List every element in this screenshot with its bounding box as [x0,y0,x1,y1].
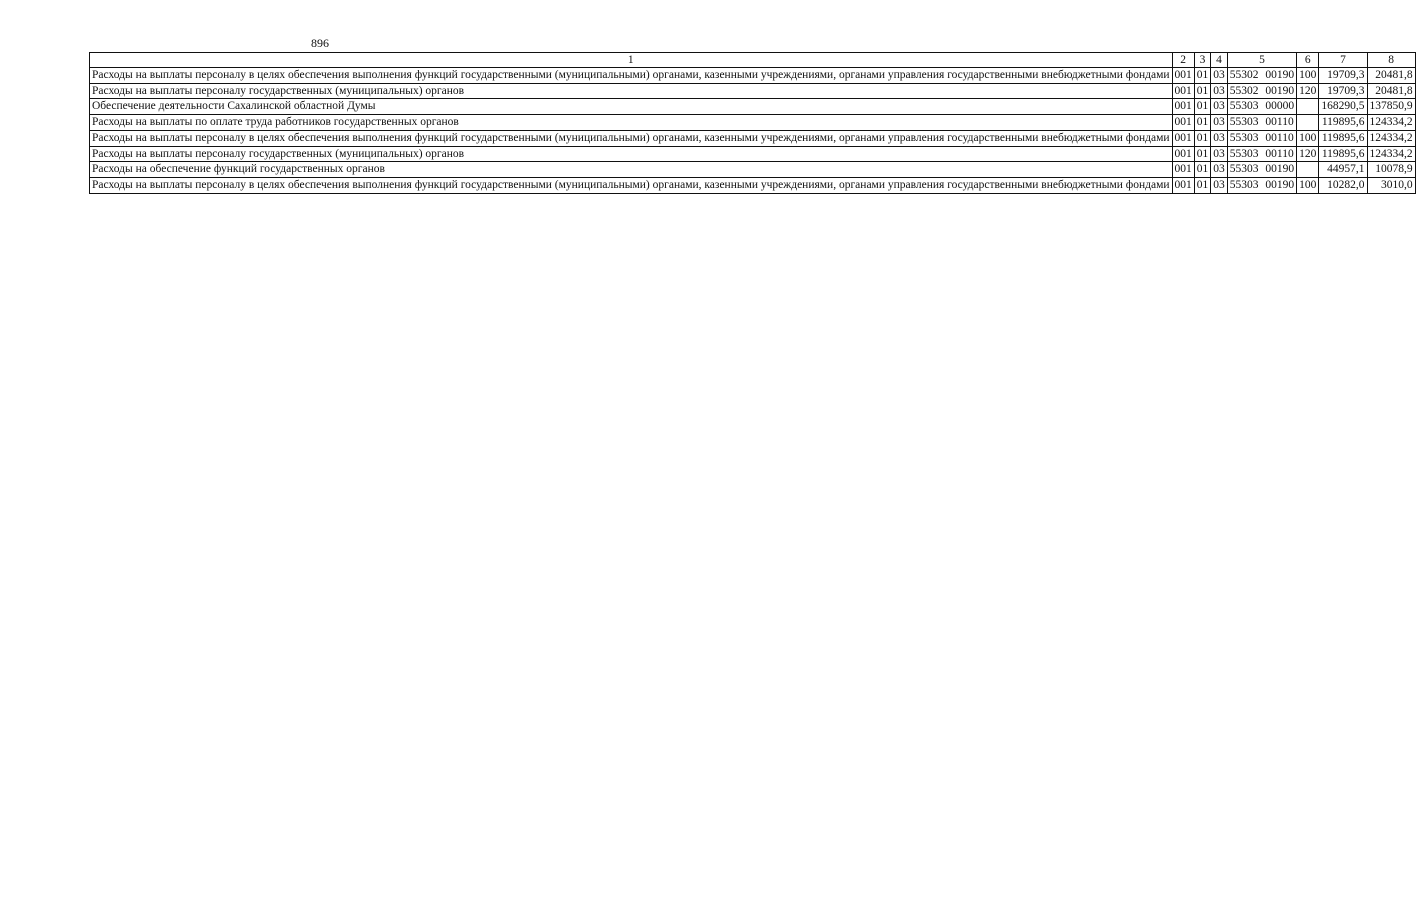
amount-col7-cell: 44957,1 [1319,162,1367,178]
section-code-cell: 01 [1194,99,1211,115]
subsection-code-cell: 03 [1211,115,1228,131]
ministry-code-cell: 001 [1172,68,1194,84]
amount-col8-cell: 124334,2 [1367,115,1415,131]
column-header: 6 [1297,53,1319,68]
ministry-code-cell: 001 [1172,130,1194,146]
target-article-cell: 55303 00190 [1227,177,1296,193]
amount-col7-cell: 10282,0 [1319,177,1367,193]
amount-col8-cell: 20481,8 [1367,83,1415,99]
column-header: 3 [1194,53,1211,68]
subsection-code-cell: 03 [1211,146,1228,162]
page-number: 896 [311,36,329,50]
expense-name-cell: Расходы на выплаты по оплате труда работников государственных органов [90,115,1173,131]
target-article-cell: 55302 00190 [1227,68,1296,84]
subsection-code-cell: 03 [1211,162,1228,178]
expense-name-cell: Расходы на выплаты персоналу в целях обеспечения выполнения функций государственными (муниципальными) органами, казенными учреждениями, органами управления государственными внебюджетными фондами [90,177,1173,193]
amount-col8-cell: 124334,2 [1367,130,1415,146]
target-article-cell: 55302 00190 [1227,83,1296,99]
amount-col8-cell: 10078,9 [1367,162,1415,178]
amount-col8-cell: 3010,0 [1367,177,1415,193]
target-article-cell: 55303 00110 [1227,146,1296,162]
target-article-cell: 55303 00110 [1227,115,1296,131]
amount-col7-cell: 119895,6 [1319,115,1367,131]
table-row [90,146,1416,162]
expense-type-cell: 120 [1297,83,1319,99]
subsection-code-cell: 03 [1211,177,1228,193]
table-row [90,99,1416,115]
target-article-cell: 55303 00110 [1227,130,1296,146]
ministry-code-cell: 001 [1172,99,1194,115]
subsection-code-cell: 03 [1211,83,1228,99]
ministry-code-cell: 001 [1172,115,1194,131]
column-header: 2 [1172,53,1194,68]
section-code-cell: 01 [1194,130,1211,146]
amount-col8-cell: 124334,2 [1367,146,1415,162]
budget-table [89,52,1416,194]
column-header: 7 [1319,53,1367,68]
amount-col7-cell: 19709,3 [1319,68,1367,84]
column-header: 5 [1227,53,1296,68]
column-header: 1 [90,53,1173,68]
amount-col7-cell: 19709,3 [1319,83,1367,99]
expense-name-cell: Расходы на выплаты персоналу в целях обеспечения выполнения функций государственными (муниципальными) органами, казенными учреждениями, органами управления государственными внебюджетными фондами [90,130,1173,146]
expense-type-cell [1297,99,1319,115]
target-article-cell: 55303 00000 [1227,99,1296,115]
table-row [90,83,1416,99]
expense-name-cell: Расходы на выплаты персоналу государственных (муниципальных) органов [90,83,1173,99]
section-code-cell: 01 [1194,83,1211,99]
column-header: 4 [1211,53,1228,68]
ministry-code-cell: 001 [1172,177,1194,193]
expense-type-cell: 100 [1297,177,1319,193]
ministry-code-cell: 001 [1172,162,1194,178]
subsection-code-cell: 03 [1211,99,1228,115]
subsection-code-cell: 03 [1211,68,1228,84]
table-row [90,162,1416,178]
section-code-cell: 01 [1194,162,1211,178]
subsection-code-cell: 03 [1211,130,1228,146]
header-row [90,53,1416,68]
section-code-cell: 01 [1194,115,1211,131]
table-row [90,68,1416,84]
expense-type-cell [1297,115,1319,131]
expense-name-cell: Расходы на выплаты персоналу государственных (муниципальных) органов [90,146,1173,162]
expense-name-cell: Обеспечение деятельности Сахалинской областной Думы [90,99,1173,115]
table-row [90,130,1416,146]
amount-col7-cell: 119895,6 [1319,130,1367,146]
expense-name-cell: Расходы на выплаты персоналу в целях обеспечения выполнения функций государственными (муниципальными) органами, казенными учреждениями, органами управления государственными внебюджетными фондами [90,68,1173,84]
section-code-cell: 01 [1194,177,1211,193]
amount-col8-cell: 137850,9 [1367,99,1415,115]
expense-type-cell: 120 [1297,146,1319,162]
expense-type-cell: 100 [1297,68,1319,84]
expense-type-cell [1297,162,1319,178]
expense-type-cell: 100 [1297,130,1319,146]
amount-col7-cell: 168290,5 [1319,99,1367,115]
section-code-cell: 01 [1194,146,1211,162]
ministry-code-cell: 001 [1172,83,1194,99]
ministry-code-cell: 001 [1172,146,1194,162]
amount-col8-cell: 20481,8 [1367,68,1415,84]
section-code-cell: 01 [1194,68,1211,84]
table-row [90,115,1416,131]
column-header: 8 [1367,53,1415,68]
expense-name-cell: Расходы на обеспечение функций государственных органов [90,162,1173,178]
table-row [90,177,1416,193]
target-article-cell: 55303 00190 [1227,162,1296,178]
amount-col7-cell: 119895,6 [1319,146,1367,162]
